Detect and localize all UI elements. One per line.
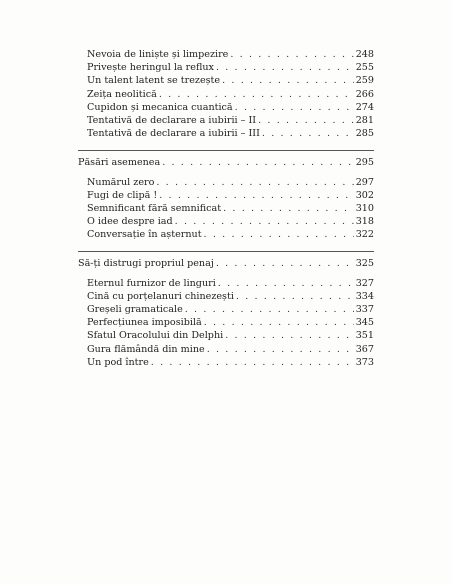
- section-divider: [78, 150, 374, 151]
- entry-page: 334: [355, 290, 374, 302]
- heading-title: Să-ți distrugi propriul penaj: [78, 258, 214, 270]
- dot-leader: [159, 88, 354, 101]
- entry-title: Privește heringul la reflux: [87, 62, 214, 74]
- dot-leader: [258, 114, 354, 127]
- toc-entry: [78, 202, 374, 215]
- entry-page: 248: [355, 49, 374, 60]
- toc-entry: [78, 356, 374, 369]
- dot-leader: [159, 189, 353, 202]
- dot-leader: [185, 303, 354, 316]
- toc-entry: [78, 228, 374, 241]
- entry-page: 373: [355, 356, 374, 368]
- entry-title: Un talent latent se trezește: [87, 75, 221, 87]
- toc-section-3: [78, 257, 374, 369]
- dot-leader: [207, 343, 354, 356]
- entry-page: 337: [355, 304, 374, 315]
- entry-page: 345: [355, 317, 374, 329]
- toc-entry: [78, 277, 374, 290]
- toc-section-1: [78, 48, 374, 140]
- entry-title: Semnificant fără semnificat: [87, 202, 222, 214]
- toc-entry: [78, 343, 374, 356]
- dot-leader: [204, 316, 354, 329]
- dot-leader: [204, 228, 354, 241]
- dot-leader: [236, 290, 354, 303]
- entry-page: 351: [355, 330, 374, 342]
- toc-entry: [78, 290, 374, 303]
- toc-section-2: [78, 156, 374, 241]
- toc-section-heading: [78, 257, 374, 270]
- dot-leader: [262, 127, 354, 140]
- entry-page: 310: [355, 202, 374, 214]
- dot-leader: [216, 61, 354, 74]
- entry-page: 302: [355, 189, 374, 201]
- dot-leader: [230, 48, 353, 61]
- entry-page: 367: [355, 343, 374, 355]
- heading-page: 295: [355, 157, 374, 169]
- dot-leader: [223, 202, 354, 215]
- toc-entry: [78, 88, 374, 101]
- dot-leader: [225, 329, 353, 342]
- entry-page: 255: [355, 62, 374, 74]
- toc-entry: [78, 303, 374, 316]
- entry-page: 274: [355, 101, 374, 113]
- entry-page: 327: [355, 277, 374, 289]
- entry-page: 297: [355, 176, 374, 188]
- entry-title: Perfecțiunea imposibilă: [87, 317, 202, 329]
- entry-page: 322: [355, 229, 374, 241]
- toc-entry: [78, 114, 374, 127]
- entry-title: Gura flămândă din mine: [87, 343, 205, 355]
- toc-entry: [78, 329, 374, 342]
- entry-title: Sfatul Oracolului din Delphi: [87, 330, 224, 342]
- section-divider: [78, 251, 374, 252]
- toc-entry: [78, 215, 374, 228]
- table-of-contents: [78, 48, 374, 369]
- toc-entry: [78, 48, 374, 61]
- toc-entry: [78, 316, 374, 329]
- dot-leader: [162, 156, 353, 169]
- entry-title: Cină cu porțelanuri chinezești: [87, 290, 234, 302]
- entry-title: Numărul zero: [87, 176, 155, 188]
- entry-title: Conversație în așternut: [87, 229, 202, 241]
- dot-leader: [175, 215, 354, 228]
- toc-entry: [78, 127, 374, 140]
- entry-title: Fugi de clipă !: [87, 189, 158, 201]
- entry-title: Eternul furnizor de linguri: [87, 277, 216, 289]
- entry-title: Zeița neolitică: [87, 88, 157, 100]
- entry-page: 285: [355, 128, 374, 140]
- entry-title: Nevoia de liniște și limpezire: [87, 49, 229, 60]
- toc-entry: [78, 74, 374, 87]
- toc-entry: [78, 61, 374, 74]
- dot-leader: [216, 257, 354, 270]
- entry-page: 281: [355, 114, 374, 126]
- heading-page: 325: [355, 258, 374, 270]
- entry-page: 266: [355, 88, 374, 100]
- toc-entry: [78, 189, 374, 202]
- entry-title: Tentativă de declarare a iubirii – II: [87, 114, 257, 126]
- dot-leader: [151, 356, 354, 369]
- toc-entry: [78, 176, 374, 189]
- entry-title: O idee despre iad: [87, 216, 173, 228]
- dot-leader: [235, 101, 354, 114]
- toc-entry: [78, 101, 374, 114]
- entry-title: Greșeli gramaticale: [87, 304, 183, 315]
- entry-title: Un pod între: [87, 356, 149, 368]
- heading-title: Păsări asemenea: [78, 157, 161, 169]
- toc-section-heading: [78, 156, 374, 169]
- entry-page: 318: [355, 216, 374, 228]
- dot-leader: [222, 74, 354, 87]
- dot-leader: [156, 176, 353, 189]
- dot-leader: [218, 277, 354, 290]
- entry-title: Tentativă de declarare a iubirii – III: [87, 128, 260, 140]
- entry-title: Cupidon și mecanica cuantică: [87, 101, 233, 113]
- entry-page: 259: [355, 75, 374, 87]
